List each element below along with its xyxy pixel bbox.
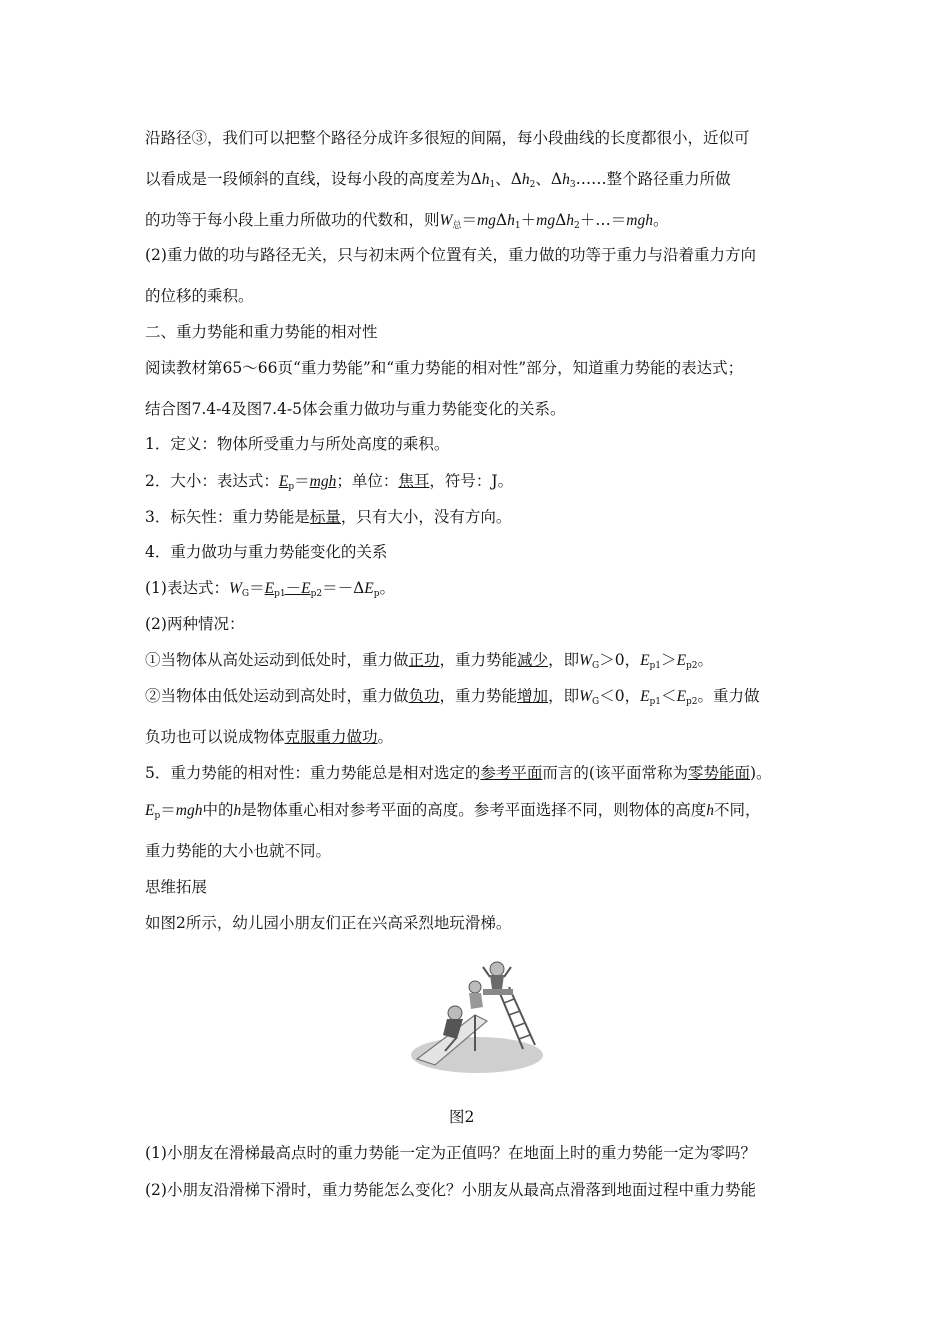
text-line: 的功等于每小段上重力所做功的代数和，则$W_总=mg\Delta h_1+mg\Delta h_2+\dots=mgh$。 xyxy=(145,211,669,231)
text-line: 2．大小：表达式：$E_p=mgh$；单位：焦耳，符号：J。 xyxy=(145,472,514,492)
child-body xyxy=(469,993,483,1009)
slide-platform xyxy=(483,989,513,995)
text-line: 4．重力做功与重力势能变化的关系 xyxy=(145,543,388,561)
text-line: (1)小朋友在滑梯最高点时的重力势能一定为正值吗？在地面上时的重力势能一定为零吗？ xyxy=(145,1144,756,1162)
section-heading: 二、重力势能和重力势能的相对性 xyxy=(145,323,378,341)
text-line: 3．标矢性：重力势能是标量，只有大小，没有方向。 xyxy=(145,508,512,526)
child-body xyxy=(490,975,504,989)
text-line: 重力势能的大小也就不同。 xyxy=(145,842,332,860)
child-head xyxy=(469,981,481,993)
text-line: 如图2所示，幼儿园小朋友们正在兴高采烈地玩滑梯。 xyxy=(145,914,512,932)
text-line: (1)表达式：$W_G=E_{p1}-E_{p2}=-\Delta E_p$。 xyxy=(145,579,396,599)
text-line: (2)小朋友沿滑梯下滑时，重力势能怎么变化？小朋友从最高点滑落到地面过程中重力势能 xyxy=(145,1181,756,1199)
text-line: (2)两种情况： xyxy=(145,615,245,633)
text-line: 阅读教材第65～66页“重力势能”和“重力势能的相对性”部分，知道重力势能的表达式； xyxy=(145,359,744,377)
child-head xyxy=(490,962,504,976)
ladder-rail xyxy=(509,987,535,1045)
text-line: ②当物体由低处运动到高处时，重力做负功，重力势能增加，即$W_G<0$，$E_{p1}<E_{p2}$。重力做 xyxy=(145,687,760,707)
figure-caption: 图2 xyxy=(449,1108,475,1126)
text-line: 1．定义：物体所受重力与所处高度的乘积。 xyxy=(145,435,450,453)
text-line: 以看成是一段倾斜的直线，设每小段的高度差为$\Delta h_1$、$\Delta h_2$、$\Delta h_3\dots\dots$整个路径重力所做 xyxy=(145,170,731,190)
slide-illustration xyxy=(405,955,555,1075)
section-heading: 思维拓展 xyxy=(145,878,208,896)
text-line: 负功也可以说成物体克服重力做功。 xyxy=(145,728,394,746)
text-line: ①当物体从高处运动到低处时，重力做正功，重力势能减少，即$W_G>0$，$E_{p1}>E_{p2}$。 xyxy=(145,651,714,671)
text-line: (2)重力做的功与路径无关，只与初末两个位置有关，重力做的功等于重力与沿着重力方向 xyxy=(145,246,756,264)
child-head xyxy=(448,1006,462,1020)
text-line: 沿路径③，我们可以把整个路径分成许多很短的间隔，每小段曲线的长度都很小，近似可 xyxy=(145,129,750,147)
text-line: $E_p=mgh$中的h是物体重心相对参考平面的高度。参考平面选择不同，则物体的高度h不同， xyxy=(145,801,761,821)
text-line: 的位移的乘积。 xyxy=(145,287,254,305)
text-line: 结合图7.4-4及图7.4-5体会重力做功与重力势能变化的关系。 xyxy=(145,400,566,418)
text-line: 5．重力势能的相对性：重力势能总是相对选定的参考平面而言的(该平面常称为零势能面)。 xyxy=(145,764,772,782)
